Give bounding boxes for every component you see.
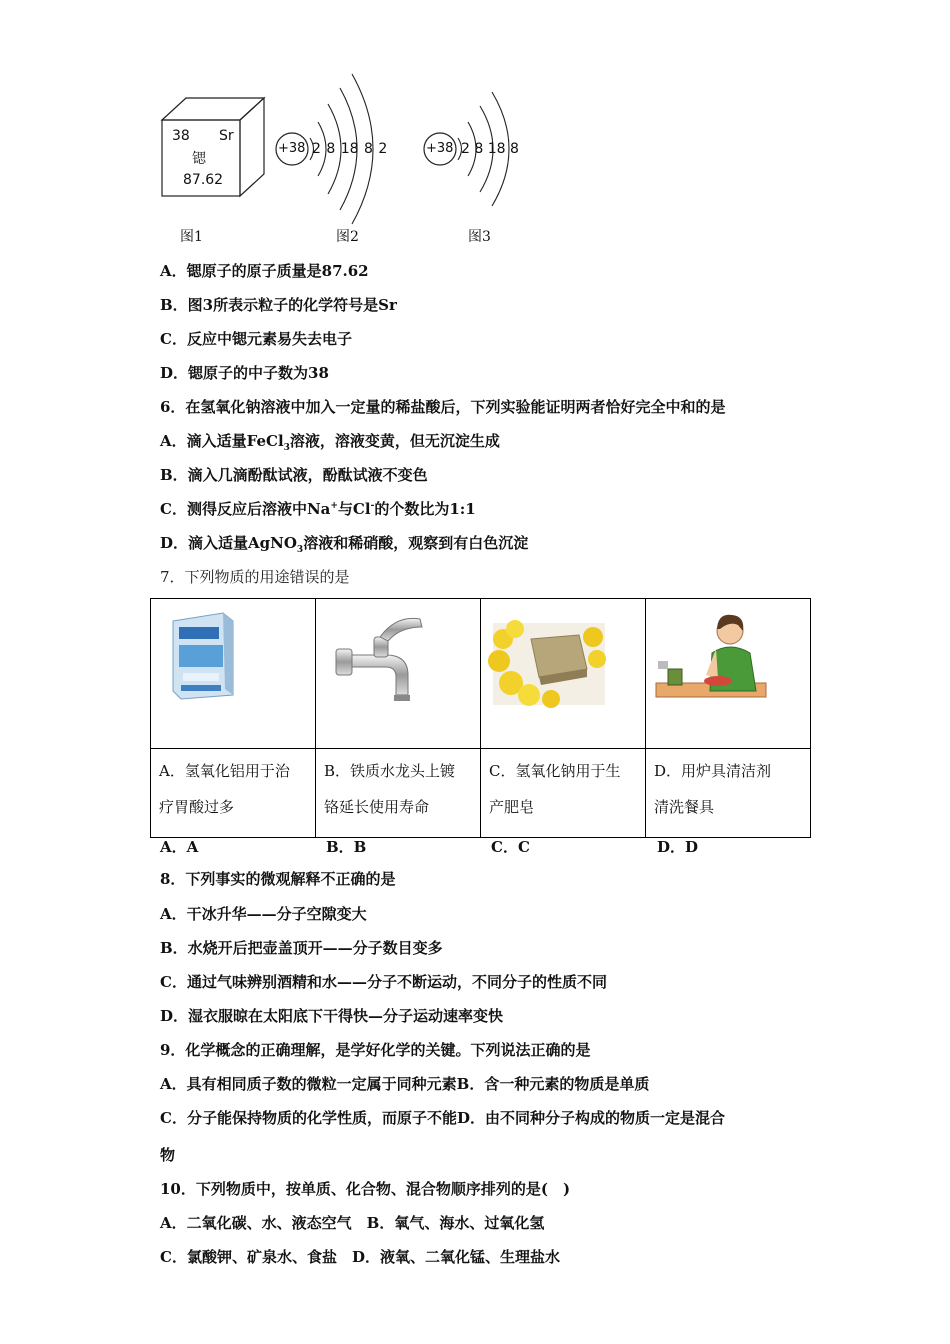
q5-option-c: C．反应中锶元素易失去电子 <box>160 330 352 348</box>
q7-option-d-cell: D．用炉具清洁剂 清洗餐具 <box>646 749 811 838</box>
q7-image-cell-d <box>646 599 811 749</box>
q7-image-cell-c <box>481 599 646 749</box>
q8-stem: 8．下列事实的微观解释不正确的是 <box>160 870 396 888</box>
medicine-box-image <box>151 599 315 744</box>
q7-image-cell-a <box>151 599 316 749</box>
q7-option-b-cell: B．铁质水龙头上镀 铬延长使用寿命 <box>316 749 481 838</box>
q6-option-d: D．滴入适量AgNO$_3$溶液和稀硝酸，观察到有白色沉淀 <box>160 534 529 555</box>
fig2-label: 图2 <box>336 229 359 245</box>
q8-option-d: D．湿衣服晾在太阳底下干得快—分子运动速率变快 <box>160 1007 504 1025</box>
atomic-number: 38 <box>172 128 190 144</box>
q7-stem: 7．下列物质的用途错误的是 <box>160 568 350 586</box>
fig3-label: 图3 <box>468 229 491 245</box>
q7-option-table <box>150 598 811 838</box>
atomic-mass: 87.62 <box>183 172 224 188</box>
q7-answer-a: A．A <box>160 838 199 856</box>
q8-option-b: B．水烧开后把壶盖顶开——分子数目变多 <box>160 939 443 957</box>
q10-stem: 10．下列物质中，按单质、化合物、混合物顺序排列的是( ) <box>160 1180 571 1198</box>
soap-image <box>481 599 645 744</box>
q6-option-c: C．测得反应后溶液中Na+与Cl-的个数比为1:1 <box>160 500 476 518</box>
q9-options-line2: C．分子能保持物质的化学性质，而原子不能D．由不同种分子构成的物质一定是混合 <box>160 1109 725 1127</box>
fig2-nucleus: +38 <box>278 141 306 156</box>
q6-option-a: A．滴入适量FeCl$_3$溶液，溶液变黄，但无沉淀生成 <box>160 432 500 453</box>
washing-dishes-image <box>646 599 810 744</box>
q7-answer-b: B．B <box>326 838 367 856</box>
q5-option-b: B．图3所表示粒子的化学符号是Sr <box>160 296 397 314</box>
q7-option-a-cell: A．氢氧化铝用于治 疗胃酸过多 <box>151 749 316 838</box>
q7-answer-d: D．D <box>657 838 699 856</box>
q7-answer-c: C．C <box>491 838 530 856</box>
q10-options-line2: C．氯酸钾、矿泉水、食盐 D．液氧、二氧化锰、生理盐水 <box>160 1248 560 1266</box>
q8-option-a: A．干冰升华——分子空隙变大 <box>160 905 367 923</box>
q7-option-c-cell: C．氢氧化钠用于生 产肥皂 <box>481 749 646 838</box>
faucet-image <box>316 599 480 744</box>
q9-stem: 9．化学概念的正确理解，是学好化学的关键。下列说法正确的是 <box>160 1041 591 1059</box>
q10-options-line1: A．二氧化碳、水、液态空气 B．氧气、海水、过氧化氢 <box>160 1214 545 1232</box>
fig3-nucleus: +38 <box>426 141 454 156</box>
q7-image-cell-b <box>316 599 481 749</box>
fig3-shells: 2 8 18 8 <box>461 141 519 157</box>
q6-stem: 6．在氢氧化钠溶液中加入一定量的稀盐酸后，下列实验能证明两者恰好完全中和的是 <box>160 398 726 416</box>
q5-option-a: A．锶原子的原子质量是87.62 <box>160 262 369 280</box>
fig1-label: 图1 <box>180 229 203 245</box>
element-symbol: Sr <box>219 128 234 144</box>
fig2-shells: 2 8 18 8 2 <box>312 141 388 157</box>
q5-option-d: D．锶原子的中子数为38 <box>160 364 329 382</box>
q9-options-line3: 物 <box>160 1146 176 1164</box>
q8-option-c: C．通过气味辨别酒精和水——分子不断运动，不同分子的性质不同 <box>160 973 607 991</box>
q9-options-line1: A．具有相同质子数的微粒一定属于同种元素B．含一种元素的物质是单质 <box>160 1075 650 1093</box>
element-name: 锶 <box>192 151 206 167</box>
q6-option-b: B．滴入几滴酚酞试液，酚酞试液不变色 <box>160 466 428 484</box>
